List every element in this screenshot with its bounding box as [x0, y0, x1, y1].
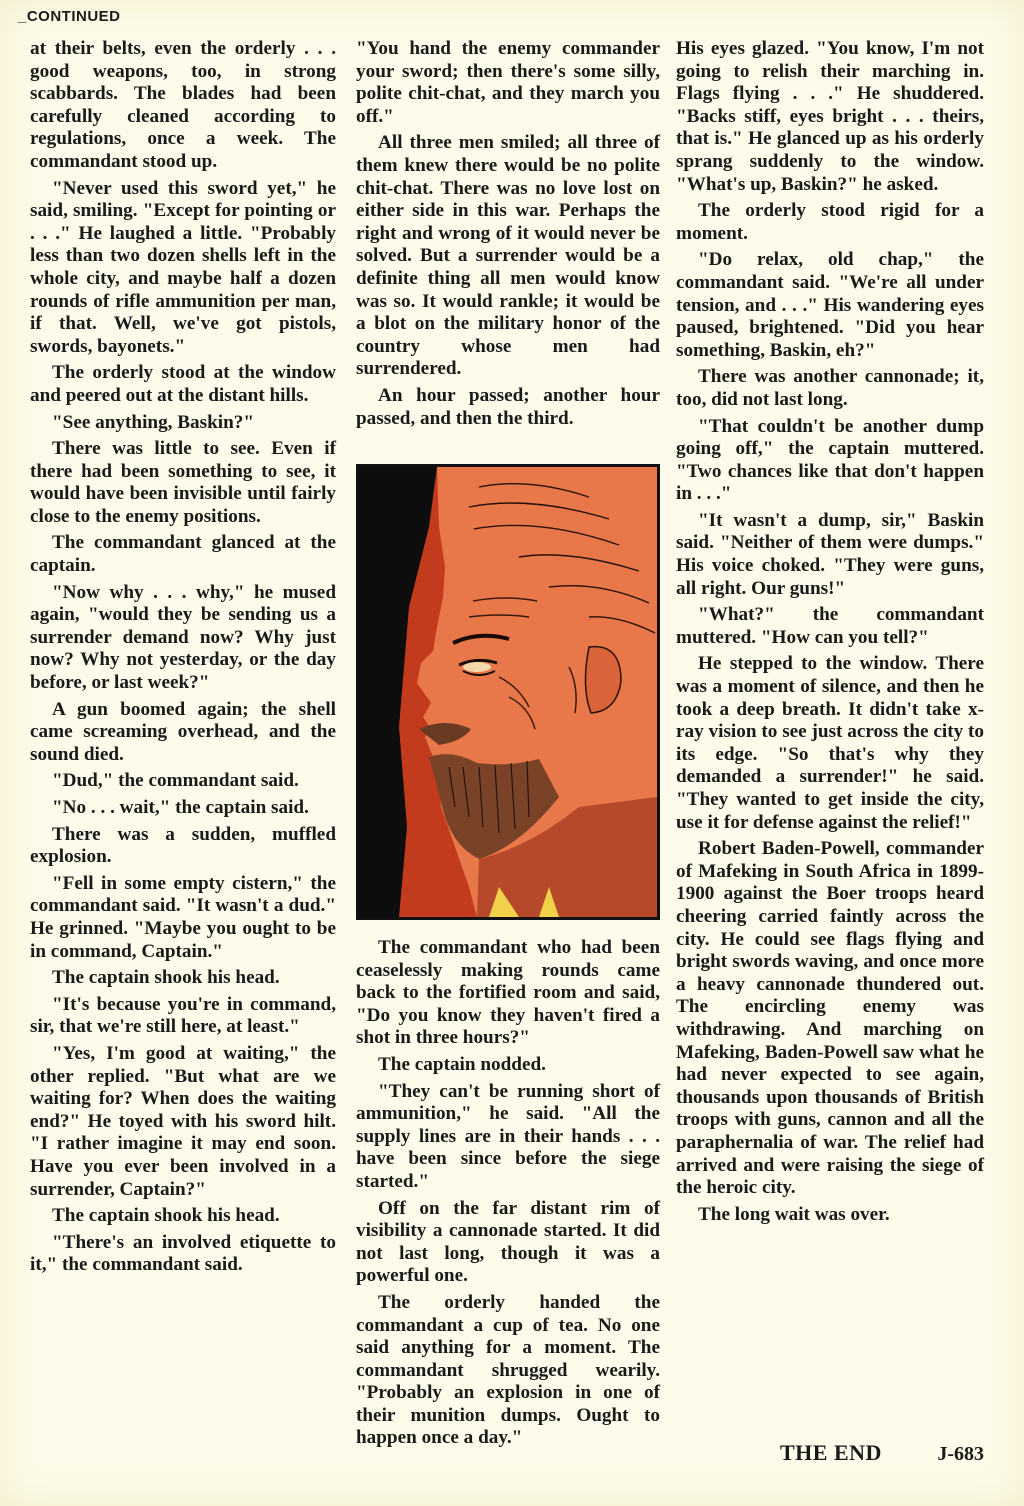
text-column-1: [30, 38, 336, 1281]
paragraph: "There's an involved etiquette to it," the commandant said.: [30, 1231, 336, 1276]
paragraph: "See anything, Baskin?": [52, 411, 255, 433]
paragraph: "Yes, I'm good at waiting," the other replied. "But what are we waiting for? When does the waiting end?" He toyed with his sword hilt. "I rather imagine it may end soon. Have you ever been involved in a surrender, Captain?": [30, 1042, 336, 1200]
paragraph: There was a sudden, muffled explosion.: [30, 823, 336, 868]
paragraph: The captain shook his head.: [52, 1205, 280, 1227]
paragraph: "Fell in some empty cistern," the commandant said. "It wasn't a dud." He grinned. "Maybe you ought to be in command, Captain.": [30, 872, 336, 962]
paragraph: "Do relax, old chap," the commandant said. "We're all under tension, and . . ." His wandering eyes paused, brightened. "Did you hear something, Baskin, eh?": [676, 249, 984, 361]
paragraph: "They can't be running short of ammunition," he said. "All the supply lines are in their hands . . . have been since before the siege started.": [356, 1080, 660, 1192]
paragraph: All three men smiled; all three of them knew there would be no polite chit-chat. There was no love lost on either side in this war. Perhaps the right and wrong of it would never be solved. But a surrender would be a definite thing all men would know was so. It would rankle; it would be a blot on the military honor of the country whose men had surrendered.: [356, 132, 660, 380]
page-footer: [676, 1440, 984, 1466]
paragraph: The captain shook his head.: [52, 967, 280, 989]
text-column-2-upper: [356, 38, 660, 434]
illustration-panel: [356, 464, 660, 920]
paragraph: His eyes glazed. "You know, I'm not going to relish their marching in. Flags flying . . ." He shuddered. "Backs stiff, eyes bright . . . theirs, that is." He glanced up as his orderly sprang suddenly to the window. "What's up, Baskin?" he asked.: [676, 38, 984, 195]
continued-header: [18, 8, 121, 25]
paragraph: Off on the far distant rim of visibility a cannonade started. It did not last long, though it was a powerful one.: [356, 1197, 660, 1287]
paragraph: "What?" the commandant muttered. "How can you tell?": [676, 604, 984, 648]
text-column-3: [676, 38, 984, 1230]
paragraph: "You hand the enemy commander your sword; then there's some silly, polite chit-chat, and they march you off.": [356, 38, 660, 127]
paragraph: "It wasn't a dump, sir," Baskin said. "Neither of them were dumps." His voice choked. "They were guns, all right. Our guns!": [676, 509, 984, 599]
bearded-man-profile-image: [359, 467, 657, 917]
paragraph: "Dud," the commandant said.: [52, 770, 299, 792]
paragraph: "Now why . . . why," he mused again, "would they be sending us a surrender demand now? Why just now? Why not yesterday, or the day before, or last week?": [30, 581, 336, 694]
paragraph: The commandant glanced at the captain.: [30, 532, 336, 577]
text-column-2-lower: [356, 937, 660, 1454]
paragraph: The commandant who had been ceaselessly making rounds came back to the fortified room and said, "Do you know they haven't fired a shot in three hours?": [356, 937, 660, 1049]
the-end-label: THE END: [780, 1440, 882, 1465]
paragraph: "That couldn't be another dump going off," the captain muttered. "Two chances like that don't happen in . . .": [676, 415, 984, 505]
paragraph: "No . . . wait," the captain said.: [52, 797, 309, 818]
continued-label: CONTINUED: [26, 8, 121, 25]
paragraph: at their belts, even the orderly . . . good weapons, too, in strong scabbards. The blades had been carefully cleaned according to regulations, once a week. The commandant stood up.: [30, 38, 336, 172]
continued-dash-icon: _: [18, 8, 27, 25]
paragraph: A gun boomed again; the shell came screaming overhead, and the sound died.: [30, 698, 336, 765]
paragraph: There was another cannonade; it, too, did not last long.: [676, 366, 984, 410]
paragraph: The orderly stood rigid for a moment.: [676, 200, 984, 244]
paragraph: Robert Baden-Powell, commander of Mafeking in South Africa in 1899-1900 against the Boer troops heard cheering carried faintly across the city. He could see flags flying and bright swords waving, and once more a heavy cannonade thundered out. The encircling enemy was withdrawing. And marching on Mafeking, Baden-Powell saw what he had never expected to see again, thousands upon thousands of British troops with guns, cannon and all the paraphernalia of war. The relief had arrived and were raising the siege of the heroic city.: [676, 838, 984, 1199]
paragraph: The long wait was over.: [698, 1203, 890, 1225]
paragraph: He stepped to the window. There was a moment of silence, and then he took a deep breath. It didn't take x-ray vision to see just across the city to its edge. "So that's why they demanded a surrender!" he said. "They wanted to get inside the city, use it for defense against the relief!": [676, 653, 984, 833]
story-code: J-683: [937, 1443, 984, 1465]
paragraph: "It's because you're in command, sir, that we're still here, at least.": [30, 993, 336, 1038]
paragraph: The captain nodded.: [378, 1053, 546, 1075]
paragraph: "Never used this sword yet," he said, smiling. "Except for pointing or . . ." He laughed a little. "Probably less than two dozen shells left in the whole city, and maybe half a dozen rounds of rifle ammunition per man, if that. Well, we've got pistols, swords, bayonets.": [30, 177, 336, 357]
paragraph: The orderly stood at the window and peered out at the distant hills.: [30, 362, 336, 406]
paragraph: There was little to see. Even if there had been something to see, it would have been invisible until fairly close to the enemy positions.: [30, 438, 336, 527]
paragraph: An hour passed; another hour passed, and then the third.: [356, 384, 660, 429]
paragraph: The orderly handed the commandant a cup of tea. No one said anything for a moment. The commandant shrugged wearily. "Probably an explosion in one of their munition dumps. Ought to happen once a day.": [356, 1291, 660, 1449]
